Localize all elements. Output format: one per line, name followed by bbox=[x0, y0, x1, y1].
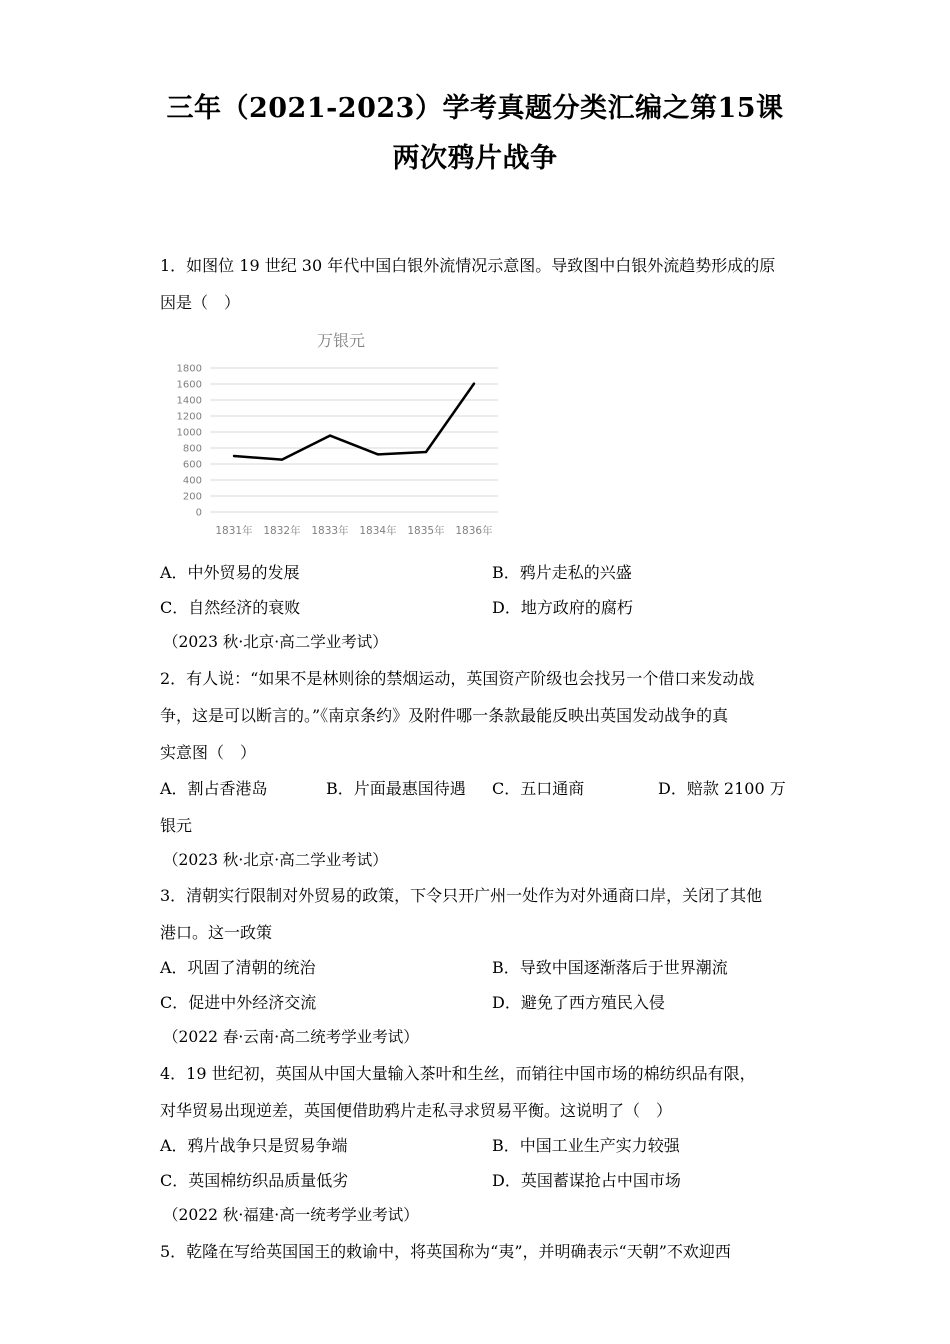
q4-option-c: C．英国棉纺织品质量低劣 bbox=[160, 1171, 349, 1190]
q2-source: （2023 秋·北京·高二学业考试） bbox=[163, 851, 388, 869]
doc-title-line1: 三年（2021-2023）学考真题分类汇编之第15课 bbox=[166, 93, 784, 124]
x-tick-label: 1832年 bbox=[263, 525, 301, 537]
q3-source: （2022 春·云南·高二统考学业考试） bbox=[163, 1028, 419, 1046]
data-point bbox=[281, 458, 283, 460]
q4-source: （2022 秋·福建·高一统考学业考试） bbox=[163, 1206, 419, 1224]
q2-option-c: C．五口通商 bbox=[492, 779, 585, 798]
data-point bbox=[377, 453, 379, 455]
q3-option-a: A．巩固了清朝的统治 bbox=[160, 958, 316, 977]
q3-text-line2: 港口。这一政策 bbox=[160, 923, 273, 942]
chart-title: 万银元 bbox=[316, 331, 366, 350]
data-point bbox=[425, 451, 427, 453]
q2-text-line2: 争，这是可以断言的。”《南京条约》及附件哪一条款最能反映出英国发动战争的真 bbox=[160, 706, 729, 725]
doc-title-line2: 两次鸦片战争 bbox=[392, 143, 558, 174]
y-tick-label: 1800 bbox=[176, 363, 202, 375]
q2-option-d: D．赔款 2100 万 bbox=[658, 779, 786, 798]
y-tick-label: 400 bbox=[182, 475, 202, 487]
y-tick-label: 1600 bbox=[176, 379, 202, 391]
y-tick-label: 800 bbox=[182, 443, 202, 455]
q2-text-line1: 2．有人说：“如果不是林则徐的禁烟运动，英国资产阶级也会找另一个借口来发动战 bbox=[160, 669, 755, 688]
data-point bbox=[473, 382, 475, 384]
q4-option-b: B．中国工业生产实力较强 bbox=[492, 1136, 680, 1155]
q2-text-line3: 实意图（ ） bbox=[160, 743, 257, 762]
q1-option-c: C．自然经济的衰败 bbox=[160, 598, 301, 617]
q3-text-line1: 3．清朝实行限制对外贸易的政策，下令只开广州一处作为对外通商口岸，关闭了其他 bbox=[160, 886, 763, 905]
q3-option-d: D．避免了西方殖民入侵 bbox=[492, 993, 665, 1012]
x-tick-label: 1836年 bbox=[455, 525, 493, 537]
data-point bbox=[233, 455, 235, 457]
q4-text-line1: 4．19 世纪初，英国从中国大量输入茶叶和生丝，而销往中国市场的棉纺织品有限， bbox=[160, 1064, 756, 1083]
q1-option-b: B．鸦片走私的兴盛 bbox=[492, 563, 632, 582]
x-tick-label: 1834年 bbox=[359, 525, 397, 537]
x-tick-label: 1835年 bbox=[407, 525, 445, 537]
x-tick-label: 1831年 bbox=[215, 525, 253, 537]
q1-text-line1: 1．如图位 19 世纪 30 年代中国白银外流情况示意图。导致图中白银外流趋势形成的原 bbox=[160, 256, 776, 275]
y-tick-label: 1200 bbox=[176, 411, 202, 423]
q2-option-b: B．片面最惠国待遇 bbox=[326, 779, 466, 798]
y-tick-label: 600 bbox=[182, 459, 202, 471]
q3-option-b: B．导致中国逐渐落后于世界潮流 bbox=[492, 958, 728, 977]
q1-text-line2: 因是（ ） bbox=[160, 293, 241, 312]
q1-option-a: A．中外贸易的发展 bbox=[160, 563, 300, 582]
y-tick-label: 200 bbox=[182, 491, 202, 503]
q1-option-d: D．地方政府的腐朽 bbox=[492, 598, 633, 617]
q1-source: （2023 秋·北京·高二学业考试） bbox=[163, 633, 388, 651]
q4-option-a: A．鸦片战争只是贸易争端 bbox=[160, 1136, 348, 1155]
y-tick-label: 1400 bbox=[176, 395, 202, 407]
q2-option-a: A．割占香港岛 bbox=[160, 779, 268, 798]
q5-text-line1: 5．乾隆在写给英国国王的敕谕中，将英国称为“夷”，并明确表示“天朝”不欢迎西 bbox=[160, 1242, 731, 1261]
q4-text-line2: 对华贸易出现逆差，英国便借助鸦片走私寻求贸易平衡。这说明了（ ） bbox=[160, 1101, 673, 1120]
data-point bbox=[329, 434, 331, 436]
silver-outflow-chart bbox=[168, 322, 508, 542]
y-tick-label: 1000 bbox=[176, 427, 202, 439]
q2-option-d-wrap: 银元 bbox=[160, 816, 193, 835]
q3-option-c: C．促进中外经济交流 bbox=[160, 993, 317, 1012]
q4-option-d: D．英国蓄谋抢占中国市场 bbox=[492, 1171, 681, 1190]
y-tick-label: 0 bbox=[195, 507, 202, 519]
x-tick-label: 1833年 bbox=[311, 525, 349, 537]
